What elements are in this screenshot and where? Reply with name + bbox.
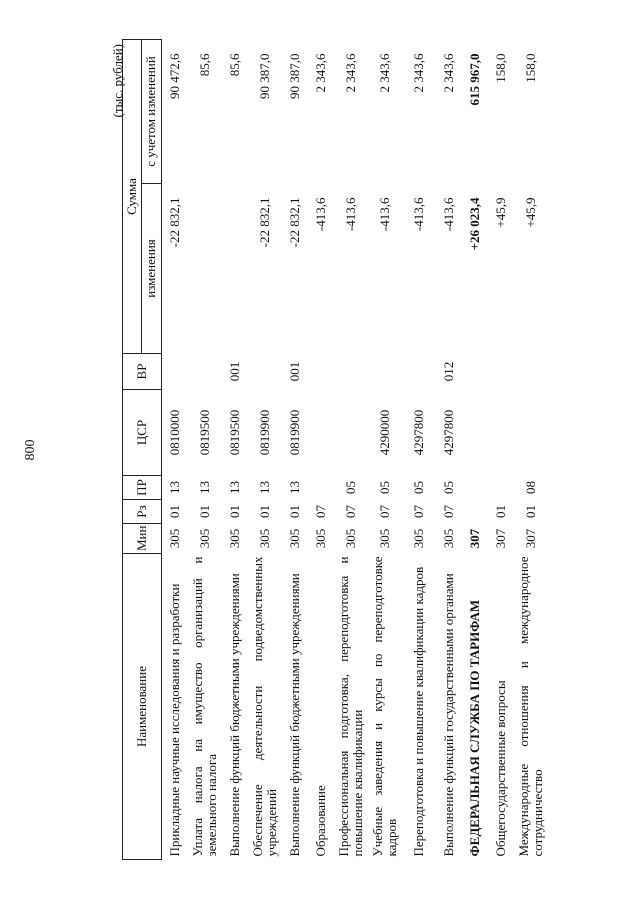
- row-total: 158,0: [522, 53, 538, 83]
- row-rz: 01: [522, 505, 538, 518]
- row-min: 305: [166, 528, 182, 549]
- row-name: Общегосударственные вопросы: [492, 680, 508, 857]
- row-rz: 07: [376, 505, 392, 518]
- row-vr: [248, 354, 282, 390]
- row-csr: [308, 390, 334, 476]
- row-rz: 07: [410, 505, 426, 518]
- row-vr: [514, 354, 548, 390]
- row-pr: 13: [166, 481, 182, 494]
- row-vr: 001: [226, 361, 242, 382]
- row-csr: 4297800: [440, 409, 456, 456]
- row-csr: 0819500: [226, 409, 242, 456]
- row-name: Образование: [312, 785, 328, 857]
- row-name: Профессиональная подготовка, переподготовка и повышение квалификации: [335, 556, 365, 857]
- table-row: [282, 40, 308, 860]
- row-total: 90 387,0: [256, 53, 272, 99]
- row-total: 2 343,6: [410, 53, 426, 93]
- row-change: -22 832,1: [256, 197, 272, 248]
- row-total: 2 343,6: [312, 53, 328, 93]
- table-row: [368, 40, 402, 860]
- row-rz: 01: [492, 505, 508, 518]
- table-row: [334, 40, 368, 860]
- row-change: -413,6: [440, 197, 456, 232]
- header-csr: ЦСР: [123, 390, 162, 476]
- table-row: [308, 40, 334, 860]
- row-name: ФЕДЕРАЛЬНАЯ СЛУЖБА ПО ТАРИФАМ: [466, 599, 482, 857]
- row-pr: 13: [196, 481, 212, 494]
- header-min: Мин: [123, 524, 162, 554]
- row-pr: 05: [410, 481, 426, 494]
- table-row: [161, 40, 188, 860]
- units-label: (тыс. рублей): [110, 44, 125, 118]
- rotated-table-area: [110, 40, 640, 860]
- row-total: 90 387,0: [286, 53, 302, 99]
- row-change: [188, 184, 222, 354]
- row-vr: [188, 354, 222, 390]
- header-vr: ВР: [123, 354, 162, 390]
- table-row: [248, 40, 282, 860]
- row-name: Обеспечение деятельности подведомственных учреждений: [249, 556, 279, 857]
- row-change: -413,6: [410, 197, 426, 232]
- row-pr: [462, 476, 488, 500]
- row-rz: [462, 500, 488, 524]
- row-csr: [488, 390, 514, 476]
- row-csr: 0810000: [166, 409, 182, 456]
- row-csr: 4290000: [376, 409, 392, 456]
- row-change: [222, 184, 248, 354]
- header-sum: Сумма: [123, 40, 142, 354]
- row-csr: 0819900: [286, 409, 302, 456]
- row-min: 307: [492, 528, 508, 549]
- row-vr: [368, 354, 402, 390]
- header-pr: ПР: [123, 476, 162, 500]
- header-change: изменения: [142, 184, 161, 354]
- page-number: 800: [23, 439, 38, 461]
- row-min: 305: [342, 528, 358, 549]
- header-name: Наименование: [123, 554, 162, 860]
- table-row: [402, 40, 436, 860]
- row-change: +45,9: [492, 197, 508, 228]
- row-vr: [161, 354, 188, 390]
- row-pr: 08: [522, 481, 538, 494]
- row-rz: 01: [256, 505, 272, 518]
- row-total: 615 967,0: [466, 53, 482, 106]
- row-total: 158,0: [492, 53, 508, 83]
- row-total: 85,6: [196, 53, 212, 77]
- row-change: +26 023,4: [466, 197, 482, 251]
- row-min: 305: [286, 528, 302, 549]
- row-vr: [488, 354, 514, 390]
- row-min: 305: [312, 528, 328, 549]
- row-change: -413,6: [376, 197, 392, 232]
- budget-table: [122, 39, 548, 860]
- row-vr: 012: [440, 361, 456, 382]
- row-name: Уплата налога на имущество организаций и земельного налога: [189, 556, 219, 857]
- row-change: +45,9: [522, 197, 538, 228]
- row-csr: 0819900: [256, 409, 272, 456]
- row-rz: 01: [226, 505, 242, 518]
- table-row: [222, 40, 248, 860]
- row-min: 305: [196, 528, 212, 549]
- row-name: Выполнение функций государственными органами: [440, 573, 456, 857]
- row-min: 305: [256, 528, 272, 549]
- row-change: -413,6: [342, 197, 358, 232]
- row-min: 305: [226, 528, 242, 549]
- header-with-change: с учетом изменений: [142, 40, 161, 184]
- row-min: 307: [466, 528, 482, 549]
- row-min: 307: [522, 528, 538, 549]
- row-pr: 13: [226, 481, 242, 494]
- row-min: 305: [376, 528, 392, 549]
- row-vr: [402, 354, 436, 390]
- row-rz: 07: [440, 505, 456, 518]
- row-total: 85,6: [226, 53, 242, 77]
- row-total: 90 472,6: [166, 53, 182, 99]
- row-name: Выполнение функций бюджетными учреждениями: [286, 573, 302, 857]
- row-csr: 0819500: [196, 409, 212, 456]
- row-name: Учебные заведения и курсы по переподготовке кадров: [369, 556, 399, 857]
- row-total: 2 343,6: [342, 53, 358, 93]
- page: [40, 0, 640, 900]
- row-csr: [334, 390, 368, 476]
- row-pr: 05: [440, 481, 456, 494]
- row-rz: 07: [342, 505, 358, 518]
- row-csr: [462, 390, 488, 476]
- row-vr: [308, 354, 334, 390]
- row-rz: 01: [196, 505, 212, 518]
- row-change: -22 832,1: [166, 197, 182, 248]
- row-name: Переподготовка и повышение квалификации кадров: [410, 566, 426, 857]
- table-row: [436, 40, 462, 860]
- row-pr: [308, 476, 334, 500]
- row-total: 2 343,6: [376, 53, 392, 93]
- row-rz: 01: [166, 505, 182, 518]
- row-rz: 01: [286, 505, 302, 518]
- row-pr: 13: [256, 481, 272, 494]
- row-vr: 001: [286, 361, 302, 382]
- row-total: 2 343,6: [440, 53, 456, 93]
- row-csr: [514, 390, 548, 476]
- row-change: -413,6: [312, 197, 328, 232]
- row-pr: 13: [286, 481, 302, 494]
- table-row: [514, 40, 548, 860]
- row-min: 305: [440, 528, 456, 549]
- row-name: Выполнение функций бюджетными учреждениями: [226, 573, 242, 857]
- table-body: [161, 40, 548, 860]
- table-row: [188, 40, 222, 860]
- row-name: Прикладные научные исследования и разработки: [166, 583, 182, 857]
- row-pr: 05: [376, 481, 392, 494]
- header-rz: Рз: [123, 500, 162, 524]
- row-rz: 07: [312, 505, 328, 518]
- row-csr: 4297800: [410, 409, 426, 456]
- row-vr: [334, 354, 368, 390]
- row-change: -22 832,1: [286, 197, 302, 248]
- row-vr: [462, 354, 488, 390]
- row-name: Международные отношения и международное сотрудничество: [515, 556, 545, 857]
- table-row: [488, 40, 514, 860]
- table-row: [462, 40, 488, 860]
- row-pr: [488, 476, 514, 500]
- row-min: 305: [410, 528, 426, 549]
- row-pr: 05: [342, 481, 358, 494]
